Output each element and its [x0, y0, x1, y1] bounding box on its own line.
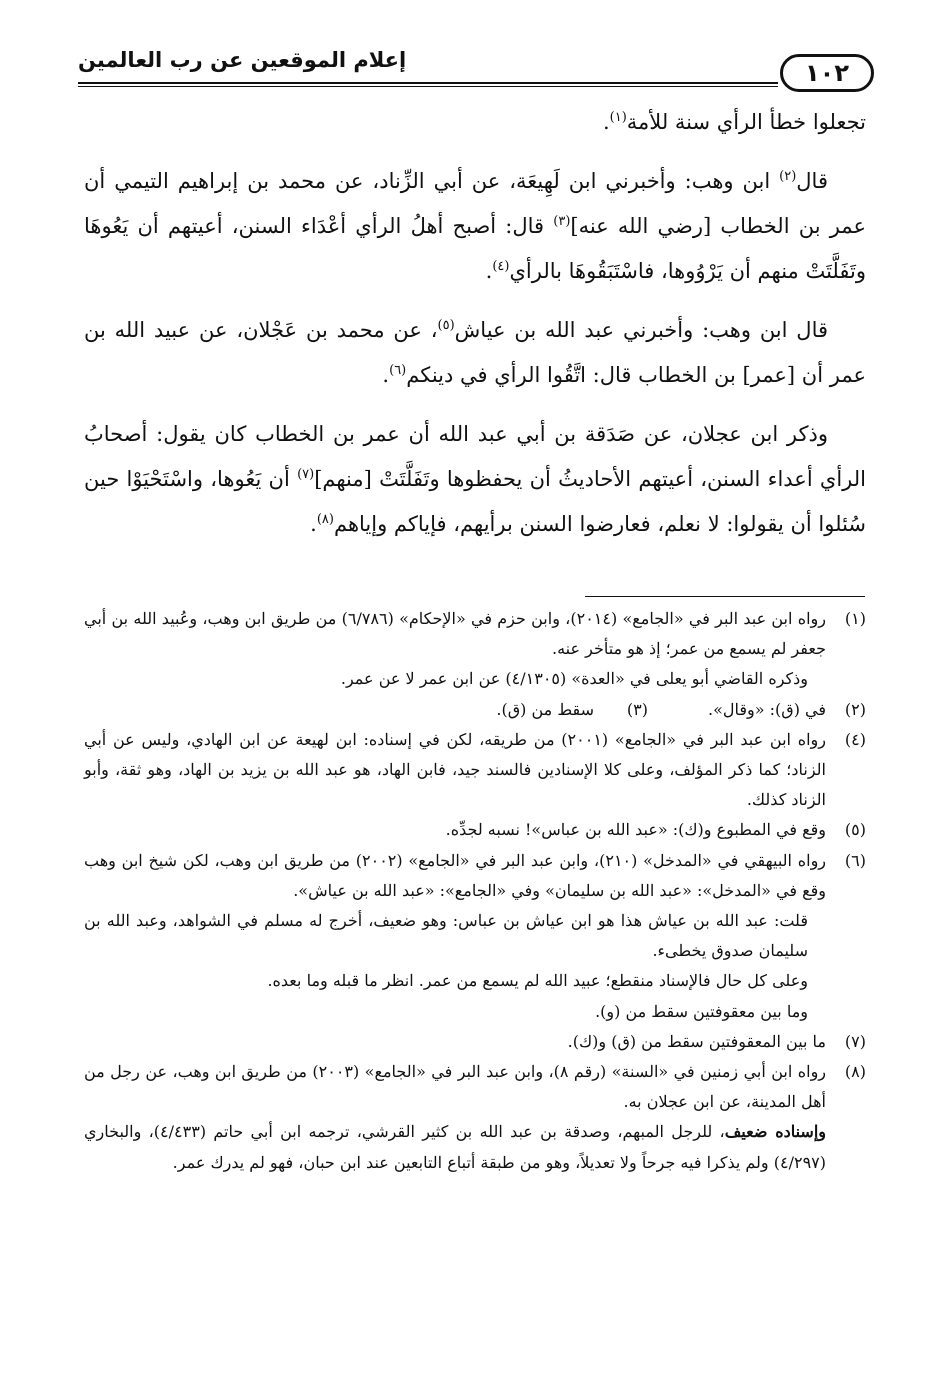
footnote-number: (٥) [844, 820, 866, 840]
footnote-ref: (٣) [553, 214, 571, 229]
footnote-ref: (١) [609, 110, 627, 125]
footnote-ref: (٥) [437, 318, 455, 333]
page-header [78, 42, 874, 100]
paragraph-2: قال$^{(٢)}$ ابن وهب: وأخبرني ابن لَهِيعَة، عن أبي الزِّناد، عن محمد بن إبراهيم التيمي أن عمر بن الخطاب [رضي الله عنه]$^{(٣)}$ قال: أصبح أهلُ الرأي أعْدَاء السنن، أعيتهم أن يَعُوهَا وتَفَلَّتَتْ منهم أن يَرْوُوها، فاسْتَبَقُوهَا بالرأي$^{(٤)}$. [84, 169, 866, 283]
footnote-number: (٧) [844, 1031, 866, 1051]
footnote-2-3 [84, 695, 866, 725]
footnote-ref: (٤) [492, 259, 510, 274]
paragraph-1: تجعلوا خطأ الرأي سنة للأمة$^{(١)}$. [602, 110, 866, 134]
footnote-separator [585, 596, 865, 597]
footnote-number: (١) [844, 609, 866, 628]
footnote-2-text: في (ق): «وقال». [708, 699, 826, 719]
footnote-7: (٧) ما بين المعقوفتين سقط من (ق) و(ك). [84, 1027, 866, 1057]
footnote-ref: (٧) [297, 467, 315, 482]
footnote-3-text: سقط من (ق). [496, 699, 595, 719]
footnote-number: (٢) [844, 699, 866, 719]
footnote-4: (٤) رواه ابن عبد البر في «الجامع» (٢٠٠١) من طريقه، لكن في إسناده: ابن لهيعة عن ابن الهادي، وليس عن أبي الزناد؛ كما ذكر المؤلف، وعلى كلا الإسنادين فالسند جيد، فابن الهاد، هو عبد الله بن يزيد بن الهاد، وهو ثقة، وأبو الزناد كذلك. [84, 725, 866, 816]
footnote-number: (٣) [626, 699, 649, 719]
footnote-number: (٨) [844, 1062, 866, 1082]
paragraph-4: وذكر ابن عجلان، عن صَدَقة بن أبي عبد الله أن عمر بن الخطاب كان يقول: أصحابُ الرأي أعداء السنن، أعيتهم الأحاديثُ أن يحفظوها وتَفَلَّتَتْ [منهم]$^{(٧)}$ أن يَعُوها، واسْتَحْيَوْا حين سُئلوا أن يقولوا: لا نعلم، فعارضوا السنن برأيهم، فإياكم وإياهم$^{(٨)}$. [84, 422, 866, 536]
footnote-ref: (٨) [316, 512, 334, 527]
footnotes [84, 604, 866, 1178]
main-text [84, 100, 866, 561]
footnote-number: (٦) [844, 850, 866, 870]
footnote-1: (١) رواه ابن عبد البر في «الجامع» (٢٠١٤)، وابن حزم في «الإحكام» (٦/٧٨٦) من طريق ابن وهب، وعُبيد الله بن أبي جعفر لم يسمع من عمر؛ إذ هو متأخر عنه. وذكره القاضي أبو يعلى في «العدة» (٤/١٣٠٥) عن ابن عمر لا عن عمر. [84, 604, 866, 695]
running-title: إعلام الموقعين عن رب العالمين [78, 48, 407, 72]
footnote-number: (٤) [844, 729, 866, 749]
footnote-ref: (٦) [389, 363, 407, 378]
footnote-5: (٥) وقع في المطبوع و(ك): «عبد الله بن عباس»! نسبه لجدِّه. [84, 815, 866, 845]
header-rule [78, 82, 778, 87]
paragraph-3: قال ابن وهب: وأخبرني عبد الله بن عياش$^{(٥)}$، عن محمد بن عَجْلان، عن عبيد الله بن عمر أن [عمر] بن الخطاب قال: اتَّقُوا الرأي في دينكم$^{(٦)}$. [84, 318, 866, 387]
bold-phrase: وإسناده ضعيف [724, 1122, 826, 1142]
page-number-badge: ١٠٢ [780, 54, 874, 92]
footnote-8: (٨) رواه ابن أبي زمنين في «السنة» (رقم ٨)، وابن عبد البر في «الجامع» (٢٠٠٣) من طريق ابن وهب، عن رجل من أهل المدينة، عن ابن عجلان به. وإسناده ضعيف، للرجل المبهم، وصدقة بن عبد الله بن كثير القرشي، ترجمه ابن أبي حاتم (٤/٤٣٣)، والبخاري (٤/٢٩٧) ولم يذكرا فيه جرحاً ولا تعديلاً، وهو من طبقة أتباع التابعين عند ابن حبان، فهو لم يدرك عمر. [84, 1057, 866, 1178]
footnote-ref: (٢) [779, 169, 797, 184]
footnote-6: (٦) رواه البيهقي في «المدخل» (٢١٠)، وابن عبد البر في «الجامع» (٢٠٠٢) من طريق ابن وهب، لكن شيخ ابن وهب وقع في «المدخل»: «عبد الله بن سليمان» وفي «الجامع»: «عبد الله بن عياش». قلت: عبد الله بن عياش هذا هو ابن عياش بن عباس: وهو ضعيف، أخرج له مسلم في الشواهد، وعبد الله بن سليمان صدوق يخطىء. وعلى كل حال فالإسناد منقطع؛ عبيد الله لم يسمع من عمر. انظر ما قبله وما بعده. وما بين معقوفتين سقط من (و). [84, 846, 866, 1027]
